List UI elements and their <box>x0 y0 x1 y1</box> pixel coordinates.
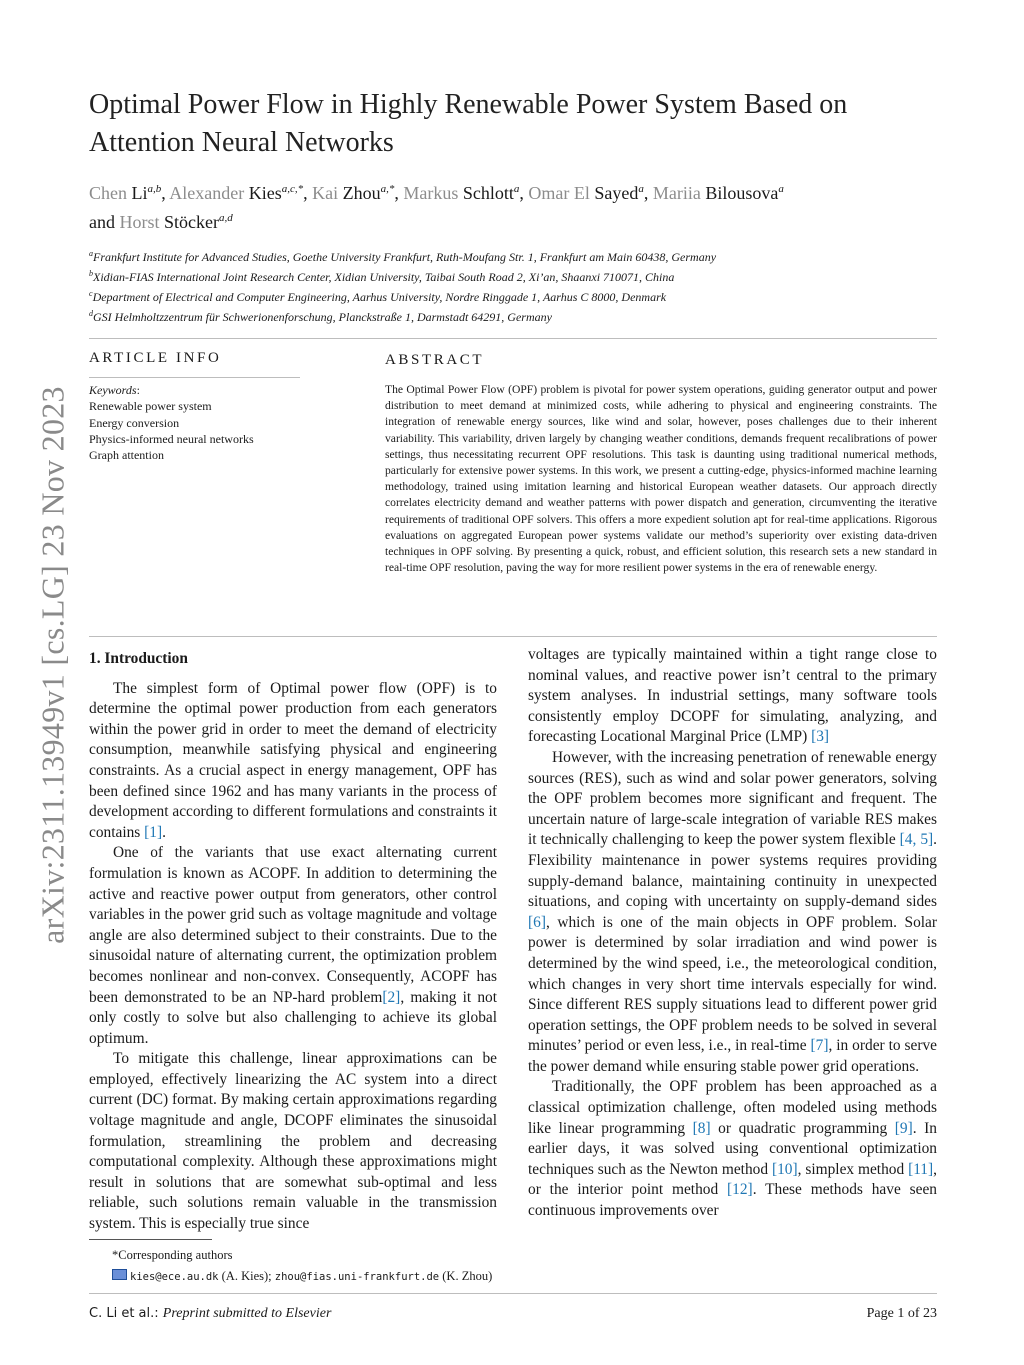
citation-link[interactable]: [4, 5] <box>899 831 934 849</box>
arxiv-stamp <box>18 355 88 975</box>
citation-link[interactable]: [7] <box>810 1037 829 1055</box>
intro-paragraph-4: voltages are typically maintained within a tight range close to nominal values, and reactive power isn’t central to the primary system analyses. In industrial settings, many software tools consistently employ DCOPF for simulating, analyzing, and forecasting Locational Marginal Price (LMP) [3] <box>528 646 937 746</box>
citation-link[interactable]: [10] <box>771 1160 798 1178</box>
envelope-icon <box>112 1269 127 1280</box>
footer-journal: Preprint submitted to Elsevier <box>162 1306 332 1321</box>
header-rule <box>89 338 937 339</box>
footnote-rule <box>89 1239 212 1240</box>
author-horst-stocker: Horst Stöcker$^{a,d}$ <box>119 212 233 232</box>
title-line-1: Optimal Power Flow in Highly Renewable Power System Based on <box>89 89 848 120</box>
author-list <box>89 177 949 235</box>
intro-paragraph-3: To mitigate this challenge, linear approximations can be employed, effectively linearizing the AC system into a direct current (DC) format. By making certain approximations regarding voltage magnitude and angle, DCOPF eliminates the sinusoidal formulation, streamlining the problem and decreasing computational complexity. Although these approximations might result in solutions that are somewhat sub-optimal and less reliable, such solutions remain valuable in the transmission system. This is especially true since <box>89 1050 497 1233</box>
authors-and: and <box>89 212 115 232</box>
footer-page-number: Page 1 of 23 <box>866 1306 937 1321</box>
author-alexander-kies: Alexander Kies$^{a,c,*}$, <box>169 183 313 203</box>
footer-rule <box>89 1293 937 1294</box>
section-title: 1. Introduction <box>89 650 188 667</box>
left-column <box>89 649 497 1235</box>
intro-paragraph-6: Traditionally, the OPF problem has been approached as a classical optimization challenge, often modeled using methods like linear programming [8] or quadratic programming [9]. In earlier days, it was solved using conventional optimization techniques such as the Newton method [10], simplex method [11], or the interior point method [12]. These methods have seen continuous improvements over <box>528 1078 937 1220</box>
intro-paragraph-2: One of the variants that use exact alternating current formulation is known as ACOPF. In addition to determining the active and reactive power output from generators, other control variables in the power grid such as voltage magnitude and voltage angle are also determined subject to their constraints. Due to the sinusoidal nature of alternating current, the optimization problem becomes nonlinear and non-convex. Consequently, ACOPF has been demonstrated to be an NP-hard problem[2], making it not only costly to solve but also challenging to achieve its global optimum. <box>89 844 498 1047</box>
citation-link[interactable]: [12] <box>727 1181 753 1199</box>
article-info-rule <box>89 377 300 378</box>
intro-paragraph-5: However, with the increasing penetration of renewable energy sources (RES), such as wind and solar power generators, solving the OPF problem becomes more significant and frequent. The uncertain nature of large-scale integration of variable RES makes it technically challenging to keep the power system flexible [4, 5]. Flexibility maintenance in power systems requires providing supply-demand balance, maintaining continuity in unexpected situations, and coping with uncertainty on supply-demand sides [6], which is one of the main objects in OPF problem. Solar power is determined by solar irradiation and wind power is determined by the wind speed, i.e., the meteorological condition, which changes in very short time intervals especially for wind. Since different RES supply situations lead to different power grid operation settings, the OPF problem needs to be solved in several minutes’ period or even less, i.e., in real-time [7], in order to serve the power demand while ensuring stable power grid operations. <box>528 748 937 1075</box>
citation-link[interactable]: [8] <box>692 1119 711 1137</box>
footnote-label: *Corresponding authors <box>112 1248 233 1262</box>
keyword-item: Graph attention <box>89 448 164 463</box>
title-line-2: Attention Neural Networks <box>89 127 394 158</box>
abstract-heading: ABSTRACT <box>385 352 485 368</box>
keyword-item: Energy conversion <box>89 415 180 430</box>
keywords-label: Keywords <box>89 383 137 397</box>
footnote <box>112 1246 502 1286</box>
author-chen-li: Chen Li$^{a,b}$, <box>89 183 170 203</box>
affiliation-b: $^b$Xidian-FIAS International Joint Research Center, Xidian University, Taibai South Road 2, Xi’an, Shaanxi 710071, China <box>89 269 675 284</box>
affiliation-c: $^c$Department of Electrical and Computer Engineering, Aarhus University, Nordre Ringgade 1, Aarhus C 8000, Denmark <box>89 289 667 304</box>
abstract-rule <box>89 636 937 637</box>
keyword-item: Renewable power system <box>89 399 212 414</box>
author-mariia-bilousova: Mariia Bilousova$^a$ <box>652 183 784 203</box>
keywords-block <box>89 382 299 463</box>
footer-author: C. Li et al.: <box>89 1306 163 1321</box>
author-omar-el-sayed: Omar El Sayed$^a$, <box>528 183 653 203</box>
keywords-label-line: Keywords: <box>89 383 140 397</box>
citation-link[interactable]: [11] <box>908 1160 934 1178</box>
paper-title <box>89 86 949 162</box>
citation-link[interactable]: [6] <box>528 913 546 931</box>
footnote-emails: kies@ece.au.dk (A. Kies); zhou@fias.uni-frankfurt.de (K. Zhou) <box>112 1267 502 1286</box>
author-markus-schlott: Markus Schlott$^a$, <box>403 183 529 203</box>
keyword-item: Physics-informed neural networks <box>89 431 254 446</box>
citation-link[interactable]: [1] <box>144 823 163 841</box>
author-kai-zhou: Kai Zhou$^{a,*}$, <box>312 183 404 203</box>
affiliation-d: $^d$GSI Helmholtzzentrum für Schwerionenforschung, Planckstraße 1, Darmstadt 64291, Germany <box>89 309 552 324</box>
citation-link[interactable]: [9] <box>894 1119 913 1137</box>
email-zhou[interactable]: zhou@fias.uni-frankfurt.de <box>274 1271 440 1283</box>
abstract-text: The Optimal Power Flow (OPF) problem is pivotal for power system operations, guiding generator output and power distribution to meet demand at minimized costs, while adhering to physical and engineering constraints. The integration of renewable energy sources, like wind and solar, however, poses challenges due to their inherent variability. This variability, driven largely by changing weather conditions, demands frequent recalibrations of power settings, thus necessitating recurrent OPF resolutions. This task is daunting using traditional numerical methods, particularly for extensive power systems. In this work, we present a cutting-edge, physics-informed machine learning methodology, trained using imitation learning and historical European weather datasets. Our approach directly correlates electricity demand and weather patterns with power dispatch and generation, circumventing the iterative requirements of traditional OPF solvers. This offers a more expedient solution apt for real-time applications. Rigorous evaluations on aggregated European power systems validate our method’s superiority over existing data-driven techniques in OPF solving. By presenting a quick, robust, and efficient solution, this research sets a new standard in real-time OPF resolution, paving the way for more resilient power systems in the era of renewable energy. <box>385 383 937 575</box>
article-info-heading: ARTICLE INFO <box>89 350 222 366</box>
citation-link[interactable]: [3] <box>811 728 830 746</box>
email-kies[interactable]: kies@ece.au.dk <box>130 1271 219 1283</box>
arxiv-stamp-text: arXiv:2311.13949v1 [cs.LG] 23 Nov 2023 <box>34 386 71 944</box>
footer-left <box>89 1306 331 1322</box>
affiliation-a: $^a$Frankfurt Institute for Advanced Studies, Goethe University Frankfurt, Ruth-Moufang Str. 1, Frankfurt am Main 60438, Germany <box>89 249 717 264</box>
citation-link[interactable]: [2] <box>382 988 401 1006</box>
right-column <box>528 645 937 1222</box>
intro-paragraph-1: The simplest form of Optimal power flow (OPF) is to determine the optimal power production from each generators within the power grid in order to meet the demand of electricity consumption, meanwhile satisfying physical and engineering constraints. As a crucial aspect in energy management, OPF has been defined since 1962 and has many variants in the process of development according to different formulations and constraints it contains [1]. <box>89 679 497 841</box>
